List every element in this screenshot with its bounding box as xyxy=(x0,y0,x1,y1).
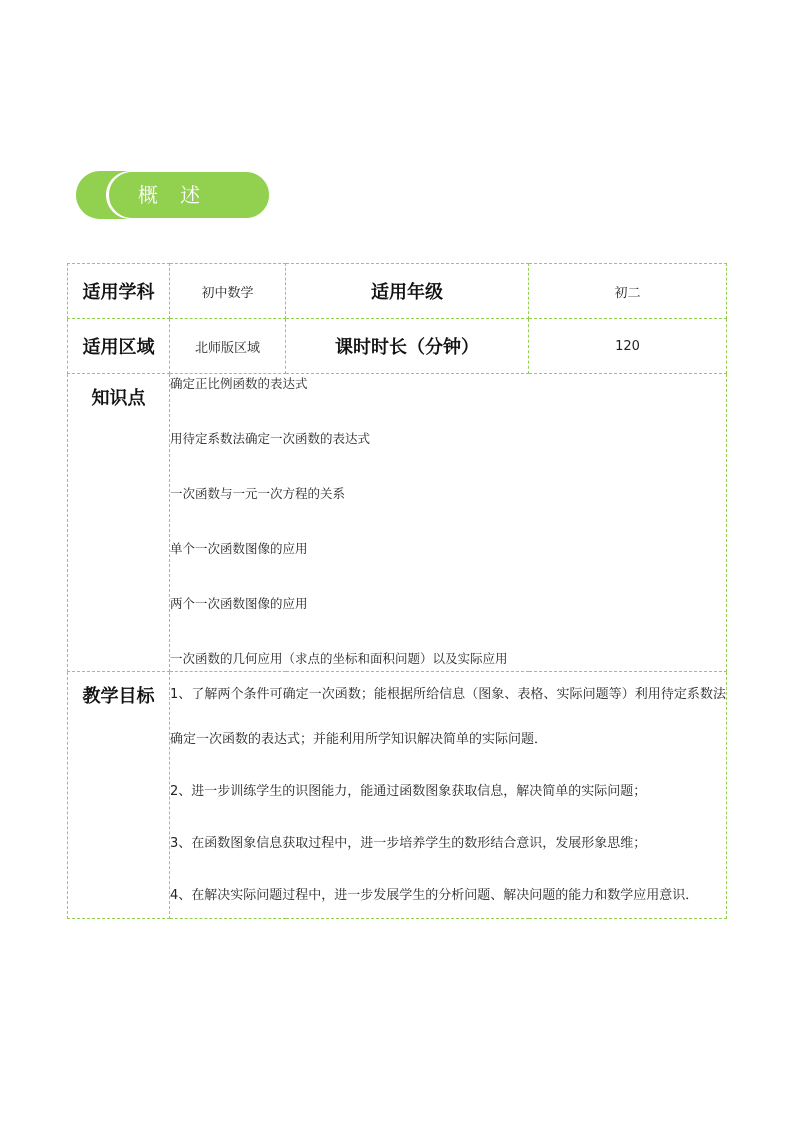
duration-label: 课时时长（分钟） xyxy=(286,319,529,374)
course-info-table xyxy=(67,263,727,919)
list-item: 单个一次函数图像的应用 xyxy=(170,541,308,556)
list-item: 两个一次函数图像的应用 xyxy=(170,596,308,611)
list-item: 2、进一步训练学生的识图能力，能通过函数图象获取信息，解决简单的实际问题； xyxy=(170,784,647,799)
subject-label: 适用学科 xyxy=(68,264,170,319)
list-item: 一次函数的几何应用（求点的坐标和面积问题）以及实际应用 xyxy=(170,651,508,666)
table-row-subject xyxy=(68,264,727,319)
list-item: 一次函数与一元一次方程的关系 xyxy=(170,486,346,501)
table-row-region xyxy=(68,319,727,374)
duration-value: 120 xyxy=(529,319,727,374)
table-row-goals xyxy=(68,672,727,919)
list-item: 用待定系数法确定一次函数的表达式 xyxy=(170,431,371,446)
grade-label: 适用年级 xyxy=(286,264,529,319)
list-item: 1、了解两个条件可确定一次函数；能根据所给信息（图象、表格、实际问题等）利用待定系数法确定一次函数的表达式；并能利用所学知识解决简单的实际问题． xyxy=(170,687,726,747)
teaching-goals-list xyxy=(170,672,727,919)
knowledge-points-list xyxy=(170,374,727,672)
grade-value: 初二 xyxy=(529,264,727,319)
goals-label: 教学目标 xyxy=(68,672,170,919)
region-value: 北师版区域 xyxy=(170,319,286,374)
section-title: 概 述 xyxy=(137,183,209,207)
knowledge-label: 知识点 xyxy=(68,374,170,672)
table-row-knowledge xyxy=(68,374,727,672)
region-label: 适用区域 xyxy=(68,319,170,374)
list-item: 3、在函数图象信息获取过程中，进一步培养学生的数形结合意识，发展形象思维； xyxy=(170,836,647,851)
list-item: 4、在解决实际问题过程中，进一步发展学生的分析问题、解决问题的能力和数学应用意识． xyxy=(170,888,699,903)
list-item: 确定正比例函数的表达式 xyxy=(170,376,308,391)
subject-value: 初中数学 xyxy=(170,264,286,319)
